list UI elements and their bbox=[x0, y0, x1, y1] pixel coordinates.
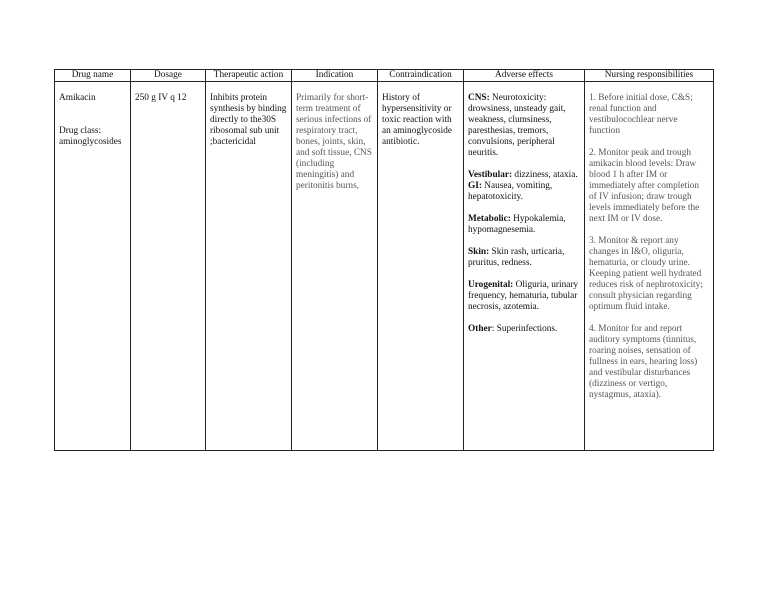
adverse-effect-gi bbox=[468, 181, 580, 203]
header-adverse-effects: Adverse effects bbox=[464, 70, 585, 82]
adverse-effects-cell bbox=[464, 82, 585, 451]
drug-name: Amikacin bbox=[59, 93, 96, 103]
adverse-effect-label: Vestibular: bbox=[468, 170, 513, 180]
contraindication-text: History of hypersensitivity or toxic reaction with an aminoglycoside antibiotic. bbox=[382, 93, 452, 147]
adverse-effect-text: Skin rash, urticaria, pruritus, redness. bbox=[468, 247, 565, 268]
adverse-effect-text: Oliguria, urinary frequency, hematuria, tubular necrosis, azotemia. bbox=[468, 280, 579, 312]
header-contraindication: Contraindication bbox=[378, 70, 464, 82]
adverse-effect-label: Metabolic: bbox=[468, 214, 511, 224]
drug-table bbox=[54, 69, 714, 451]
adverse-effect-label: Skin: bbox=[468, 247, 490, 257]
header-nursing-responsibilities: Nursing responsibilities bbox=[585, 70, 714, 82]
table-row bbox=[55, 82, 714, 451]
adverse-effect-text: Nausea, vomiting, hepatotoxicity. bbox=[468, 181, 553, 202]
drug-name-cell bbox=[55, 82, 131, 451]
dosage-cell bbox=[131, 82, 206, 451]
adverse-effect-label: GI: bbox=[468, 181, 482, 191]
adverse-effect-text: : Superinfections. bbox=[491, 324, 558, 334]
adverse-effect-label: Urogenital: bbox=[468, 280, 514, 290]
adverse-effect-other bbox=[468, 324, 580, 335]
indication-cell bbox=[292, 82, 378, 451]
header-indication: Indication bbox=[292, 70, 378, 82]
drug-class-label: Drug class: bbox=[59, 126, 102, 136]
nursing-responsibilities-cell bbox=[585, 82, 714, 451]
header-therapeutic-action: Therapeutic action bbox=[206, 70, 292, 82]
nursing-item: 4. Monitor for and report auditory symptoms (tinnitus, roaring noises, sensation of fullness in ears, hearing loss) and vestibular disturbances (dizziness or vertigo, nystagmus, ataxia). bbox=[589, 324, 698, 400]
indication-text: Primarily for short-term treatment of serious infections of respiratory tract, bones, joints, skin, and soft tissue, CNS (including meningitis) and peritonitis burns, bbox=[296, 93, 372, 191]
header-drug-name: Drug name bbox=[55, 70, 131, 82]
nursing-item: 3. Monitor & report any changes in I&O, oliguria, hematuria, or cloudy urine. Keeping patient well hydrated reduces risk of nephrotoxicity; consult physician regarding optimum fluid intake. bbox=[589, 236, 703, 312]
dosage-text: 250 g IV q 12 bbox=[135, 93, 187, 103]
adverse-effect-text: Neurotoxicity: drowsiness, unsteady gait, weakness, clumsiness, paresthesias, tremors, convulsions, peripheral neuritis. bbox=[468, 93, 566, 158]
adverse-effect-text: Hypokalemia, hypomagnesemia. bbox=[468, 214, 566, 235]
adverse-effect-urogenital bbox=[468, 280, 580, 313]
drug-class-value: aminoglycosides bbox=[59, 137, 122, 147]
adverse-effect-label: Other bbox=[468, 324, 492, 334]
adverse-effect-cns bbox=[468, 93, 580, 159]
header-row bbox=[55, 70, 714, 82]
adverse-effect-vestibular bbox=[468, 170, 580, 181]
nursing-item: 1. Before initial dose, C&S; renal function and vestibulocochlear nerve function bbox=[589, 93, 693, 136]
nursing-item: 2. Monitor peak and trough amikacin blood levels: Draw blood 1 h after IM or immediately after completion of IV infusion; draw trough levels immediately before the next IM or IV dose. bbox=[589, 148, 700, 224]
adverse-effect-text: dizziness, ataxia. bbox=[512, 170, 578, 180]
therapeutic-action-cell bbox=[206, 82, 292, 451]
adverse-effect-metabolic bbox=[468, 214, 580, 236]
adverse-effect-skin bbox=[468, 247, 580, 269]
adverse-effect-label: CNS: bbox=[468, 93, 490, 103]
header-dosage: Dosage bbox=[131, 70, 206, 82]
contraindication-cell bbox=[378, 82, 464, 451]
therapeutic-action-text: Inhibits protein synthesis by binding directly to the30S ribosomal sub unit ;bactericidal bbox=[210, 93, 287, 147]
